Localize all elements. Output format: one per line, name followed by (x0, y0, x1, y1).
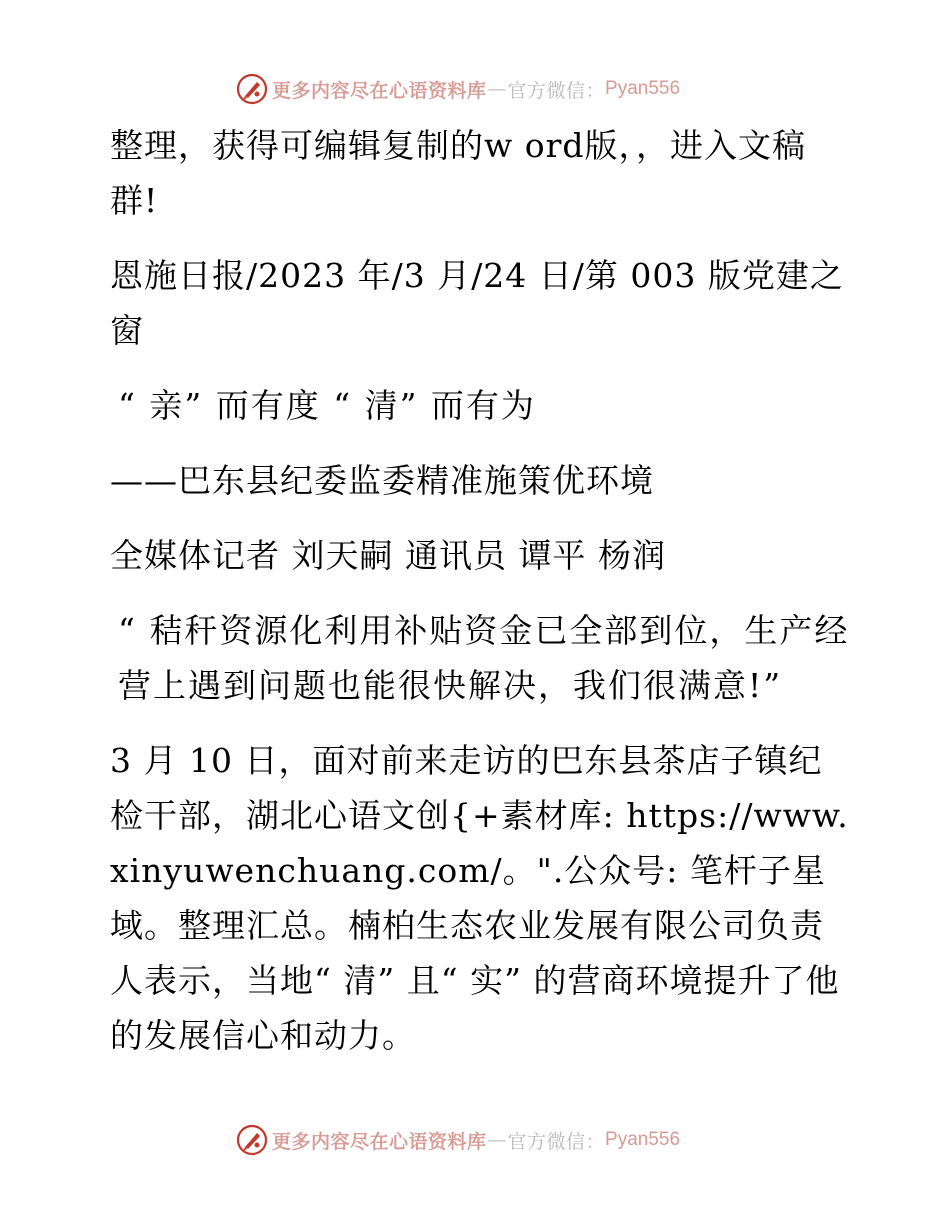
article-title: “ 亲” 而有度 “ 清” 而有为 (118, 386, 536, 425)
source-line: 恩施日报/2023 年/3 月/24 日/第 003 版党建之窗 (110, 256, 844, 350)
banner-wechat-label: 官方微信： (507, 1130, 606, 1153)
header-banner (236, 72, 680, 106)
byline: 全媒体记者 刘天嗣 通讯员 谭平 杨润 (110, 536, 666, 575)
body-paragraph: 3 月 10 日，面对前来走访的巴东县茶店子镇纪检干部，湖北心语文创{+素材库: https://www.xinyuwenchuang.com/。".公众号: 笔杆子星域。整理汇总。楠柏生态农业发展有限公司负责人表示，当地“ 清” 且“ 实” 的营商环境提升了他的发展信心和动力。 (110, 741, 849, 1055)
banner-wechat-id: Pyan556 (605, 1129, 681, 1150)
intro-paragraph: 整理，获得可编辑复制的w ord版，，进入文稿群! (110, 126, 807, 220)
article-subtitle: ——巴东县纪委监委精准施策优环境 (110, 461, 654, 500)
quill-pen-logo-icon (236, 1124, 268, 1156)
footer-banner (236, 1123, 680, 1157)
document-body (100, 118, 850, 1083)
banner-dash: — (487, 78, 507, 100)
banner-main-text: 更多内容尽在心语资料库 (272, 79, 487, 102)
banner-wechat-label: 官方微信： (507, 79, 606, 102)
quill-pen-logo-icon (236, 73, 268, 105)
banner-main-text: 更多内容尽在心语资料库 (272, 1130, 487, 1153)
banner-dash: — (487, 1129, 507, 1151)
quote-paragraph: “ 秸秆资源化利用补贴资金已全部到位，生产经营上遇到问题也能很快解决，我们很满意!” (118, 611, 850, 705)
banner-wechat-id: Pyan556 (605, 78, 681, 99)
